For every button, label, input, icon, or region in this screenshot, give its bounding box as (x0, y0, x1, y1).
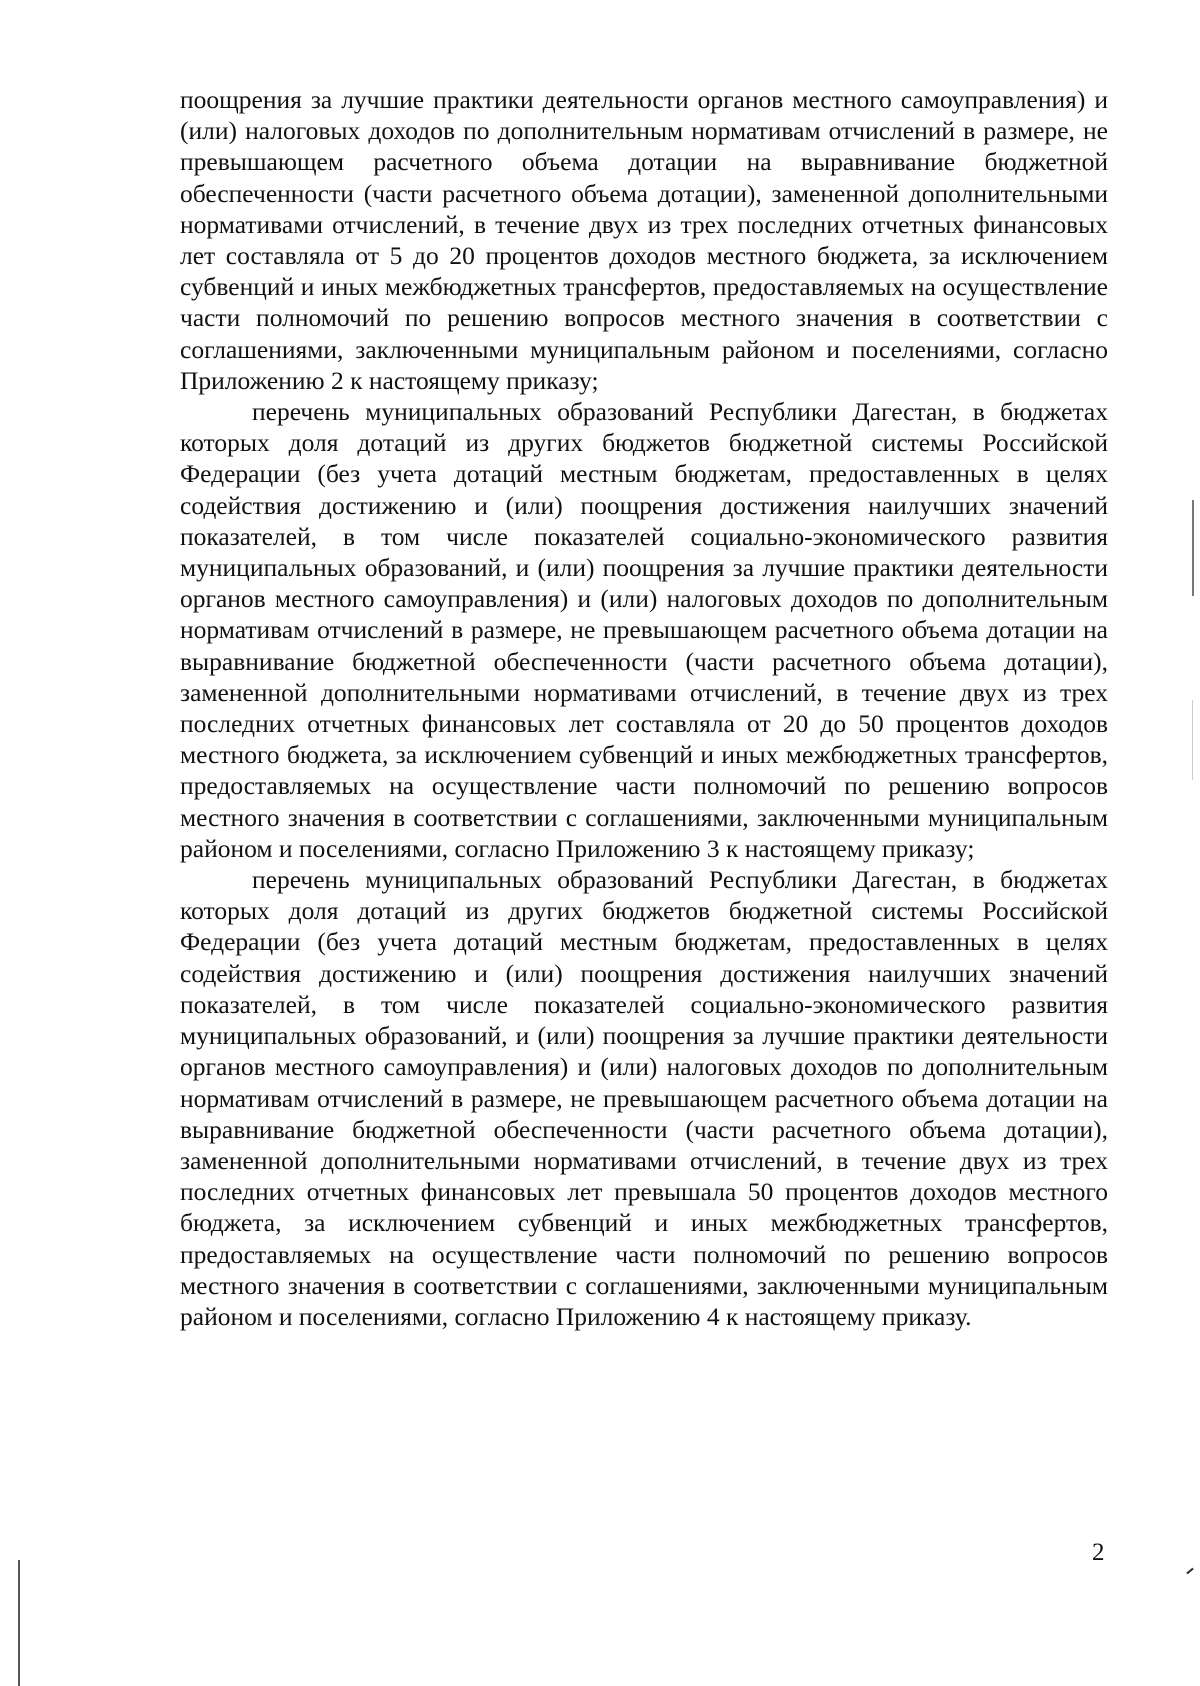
paragraph-appendix-3: перечень муниципальных образований Республики Дагестан, в бюджетах которых доля дотаций из других бюджетов бюджетной системы Российской Федерации (без учета дотаций местным бюджетам, предоставленных в целях содействия достижению и (или) поощрения достижения наилучших значений показателей, в том числе показателей социально-экономического развития муниципальных образований, и (или) поощрения за лучшие практики деятельности органов местного самоуправления) и (или) налоговых доходов по дополнительным нормативам отчислений в размере, не превышающем расчетного объема дотации на выравнивание бюджетной обеспеченности (части расчетного объема дотации), замененной дополнительными нормативами отчислений, в течение двух из трех последних отчетных финансовых лет составляла от 20 до 50 процентов доходов местного бюджета, за исключением субвенций и иных межбюджетных трансфертов, предоставляемых на осуществление части полномочий по решению вопросов местного значения в соответствии с соглашениями, заключенными муниципальным районом и поселениями, согласно Приложению 3 к настоящему приказу; (180, 397, 1108, 863)
document-body (180, 84, 1108, 1332)
paragraph-continuation: поощрения за лучшие практики деятельности органов местного самоуправления) и (или) налоговых доходов по дополнительным нормативам отчислений в размере, не превышающем расчетного объема дотации на выравнивание бюджетной обеспеченности (части расчетного объема дотации), замененной дополнительными нормативами отчислений, в течение двух из трех последних отчетных финансовых лет составляла от 5 до 20 процентов доходов местного бюджета, за исключением субвенций и иных межбюджетных трансфертов, предоставляемых на осуществление части полномочий по решению вопросов местного значения в соответствии с соглашениями, заключенными муниципальным районом и поселениями, согласно Приложению 2 к настоящему приказу; (180, 85, 1108, 395)
scan-mark (1186, 1568, 1193, 1575)
scan-edge-line-right (1192, 500, 1194, 596)
scan-edge-line-left (18, 1560, 20, 1686)
page-number: 2 (1092, 1539, 1105, 1566)
paragraph-appendix-4: перечень муниципальных образований Республики Дагестан, в бюджетах которых доля дотаций из других бюджетов бюджетной системы Российской Федерации (без учета дотаций местным бюджетам, предоставленных в целях содействия достижению и (или) поощрения достижения наилучших значений показателей, в том числе показателей социально-экономического развития муниципальных образований, и (или) поощрения за лучшие практики деятельности органов местного самоуправления) и (или) налоговых доходов по дополнительным нормативам отчислений в размере, не превышающем расчетного объема дотации на выравнивание бюджетной обеспеченности (части расчетного объема дотации), замененной дополнительными нормативами отчислений, в течение двух из трех последних отчетных финансовых лет превышала 50 процентов доходов местного бюджета, за исключением субвенций и иных межбюджетных трансфертов, предоставляемых на осуществление части полномочий по решению вопросов местного значения в соответствии с соглашениями, заключенными муниципальным районом и поселениями, согласно Приложению 4 к настоящему приказу. (180, 865, 1108, 1331)
scan-edge-line-right-faint (1192, 700, 1193, 780)
